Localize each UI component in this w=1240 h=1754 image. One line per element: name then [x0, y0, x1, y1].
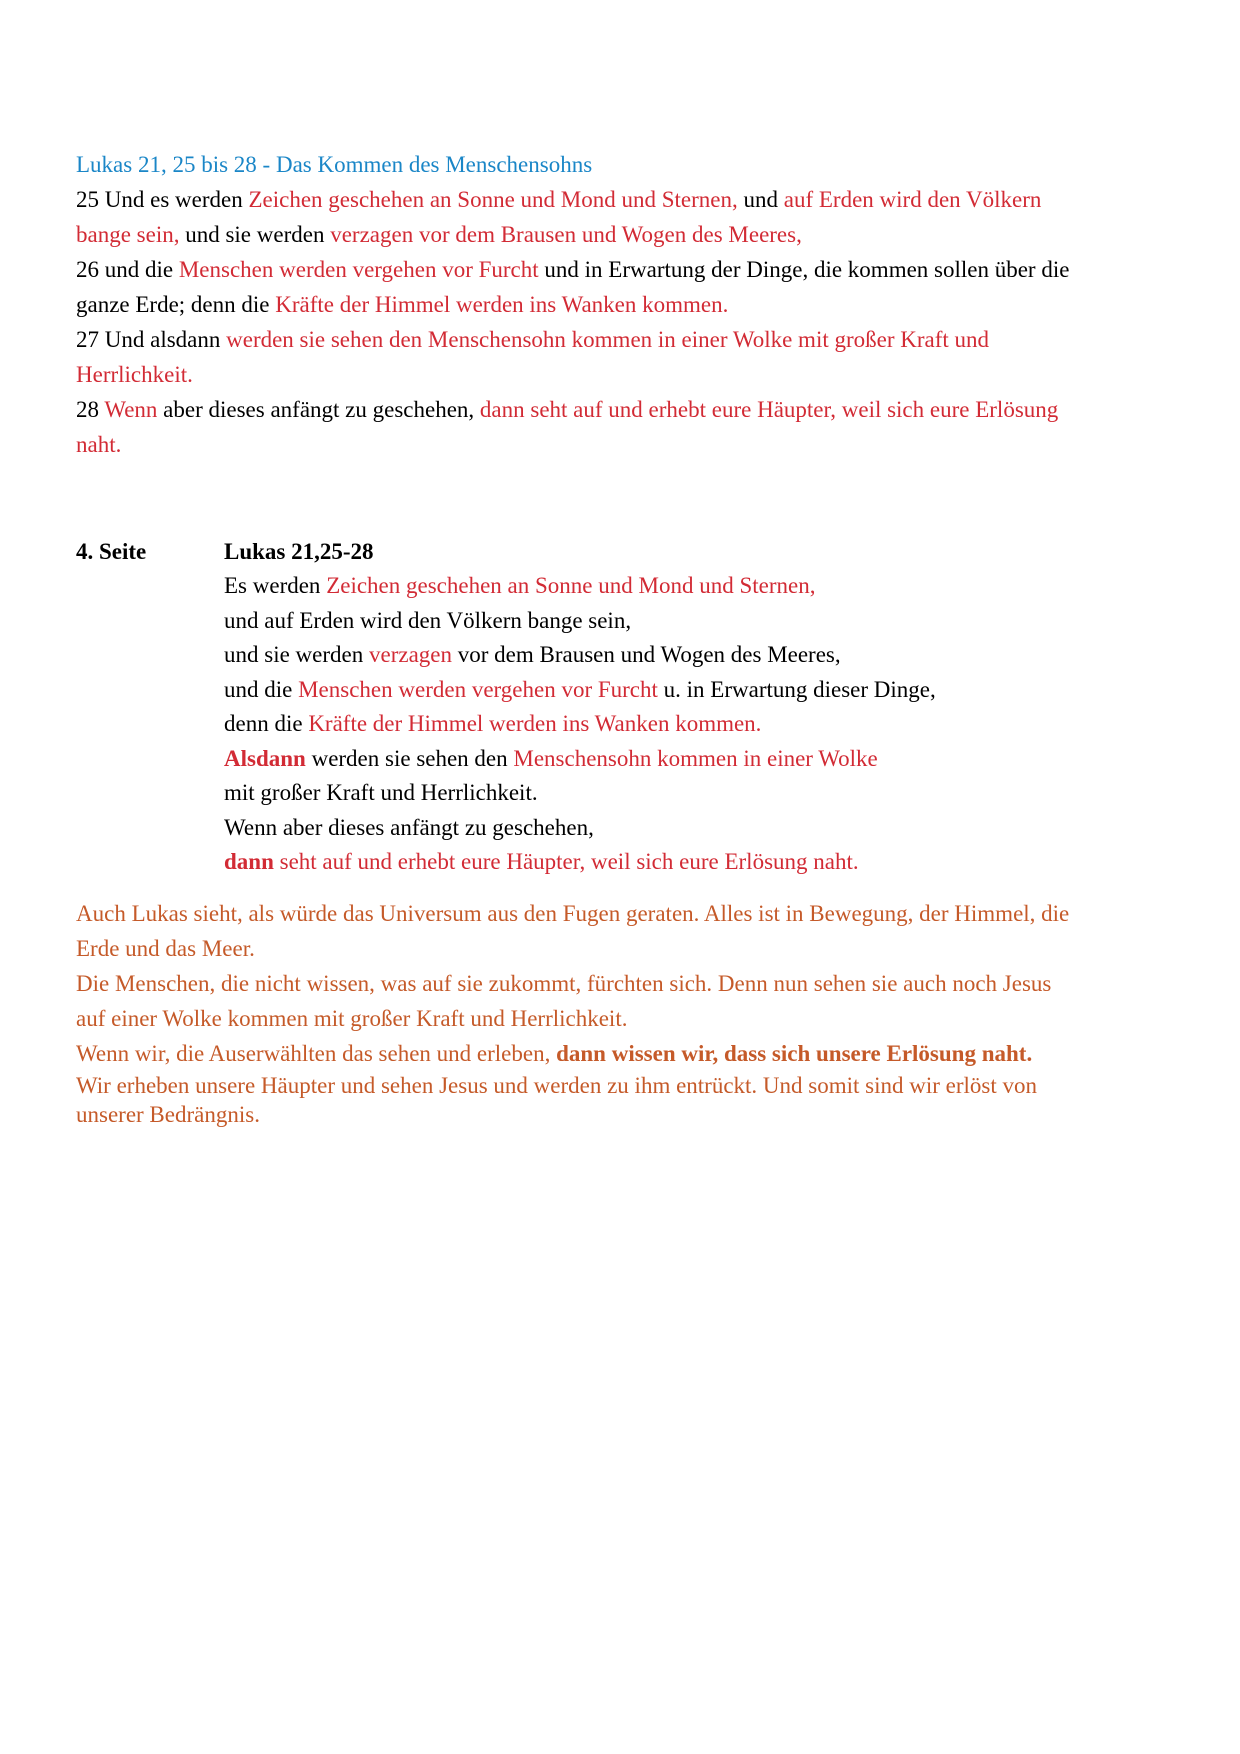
text-segment: ganze Erde; denn die — [76, 292, 276, 317]
text-line — [224, 845, 936, 880]
text-line — [224, 638, 936, 673]
text-segment: Erde und das Meer. — [76, 936, 255, 961]
text-segment: vor dem Brausen und Wogen des Meeres, — [452, 642, 841, 667]
text-line — [224, 707, 936, 742]
text-segment: seht auf und erhebt eure Häupter, weil sich eure Erlösung naht. — [273, 849, 859, 874]
text-line — [224, 742, 936, 777]
text-line — [76, 322, 1166, 357]
text-segment: Die Menschen, die nicht wissen, was auf sie zukommt, fürchten sich. Denn nun sehen sie auch noch Jesus — [76, 971, 1052, 996]
section-label: 4. Seite — [76, 539, 147, 564]
text-line — [224, 673, 936, 708]
text-segment: und die — [224, 676, 299, 702]
text-segment: werden sie sehen den Menschensohn kommen in einer Wolke mit großer Kraft und — [226, 327, 990, 352]
text-segment: bange sein, — [76, 222, 180, 247]
passage-title: Lukas 21, 25 bis 28 - Das Kommen des Menschensohns — [76, 152, 593, 177]
text-segment: Menschen werden vergehen vor Furcht — [178, 257, 539, 282]
text-line — [224, 569, 936, 604]
text-line — [224, 604, 936, 639]
text-segment: Wir erheben unsere Häupter und sehen Jesus und werden zu ihm entrückt. Und somit sind wir erlöst von — [76, 1073, 1038, 1098]
text-segment: naht. — [76, 432, 122, 457]
text-segment: dann wissen wir, dass sich unsere Erlösung naht. — [556, 1041, 1033, 1066]
text-segment: werden sie sehen den — [305, 745, 514, 771]
text-line — [76, 1100, 1166, 1129]
text-segment: dann — [224, 849, 274, 874]
text-segment: 28 — [76, 397, 105, 422]
text-segment: und — [737, 187, 784, 212]
text-line — [76, 287, 1166, 322]
text-segment: Zeichen geschehen an Sonne und Mond und Sternen, — [248, 187, 738, 212]
text-segment: Es werden — [224, 573, 327, 598]
page-content — [76, 148, 1166, 1129]
text-line — [76, 252, 1166, 287]
section-body — [224, 534, 936, 880]
text-line — [76, 966, 1166, 1001]
text-segment: Kräfte der Himmel werden ins Wanken kommen. — [308, 711, 762, 736]
text-line — [76, 217, 1166, 252]
text-line — [76, 182, 1166, 217]
text-line — [76, 1001, 1166, 1036]
commentary-block — [76, 896, 1166, 1129]
text-segment: Kräfte der Himmel werden ins Wanken kommen. — [275, 292, 729, 317]
text-segment: 25 Und es werden — [76, 187, 249, 212]
text-line — [224, 776, 936, 811]
text-segment: Wenn — [104, 397, 158, 422]
text-segment: auf Erden wird den Völkern — [783, 187, 1042, 212]
text-segment: Menschensohn kommen in einer Wolke — [513, 745, 878, 771]
text-segment: 26 und die — [76, 257, 179, 282]
text-segment: und auf Erden wird den Völkern bange sein, — [224, 607, 632, 633]
text-segment: Wenn wir, die Auserwählten das sehen und erleben, — [76, 1041, 557, 1066]
text-line — [76, 1036, 1166, 1071]
text-segment: Menschen werden vergehen vor Furcht — [298, 676, 658, 702]
text-line — [76, 931, 1166, 966]
text-line — [76, 392, 1166, 427]
text-segment: dann seht auf und erhebt eure Häupter, weil sich eure Erlösung — [479, 397, 1059, 422]
text-line — [76, 1071, 1166, 1100]
verse-block — [76, 182, 1166, 462]
page-four-section — [76, 534, 1166, 884]
text-line — [224, 811, 936, 846]
text-segment: denn die — [224, 711, 309, 736]
text-segment: und sie werden — [224, 642, 369, 667]
text-segment: und in Erwartung der Dinge, die kommen sollen über die — [538, 257, 1070, 282]
text-segment: u. in Erwartung dieser Dinge, — [657, 676, 936, 702]
text-segment: Auch Lukas sieht, als würde das Universum aus den Fugen geraten. Alles ist in Bewegung, der Himmel, die — [76, 901, 1070, 926]
section-heading: Lukas 21,25-28 — [224, 539, 374, 564]
text-segment: aber dieses anfängt zu geschehen, — [157, 397, 480, 422]
text-line — [76, 357, 1166, 392]
text-line — [76, 427, 1166, 462]
text-segment: verzagen — [369, 642, 452, 667]
text-segment: Wenn aber dieses anfängt zu geschehen, — [224, 814, 594, 840]
text-segment: verzagen vor dem Brausen und Wogen des Meeres, — [330, 222, 802, 247]
text-line — [76, 896, 1166, 931]
text-segment: Alsdann — [224, 745, 306, 771]
text-segment: Zeichen geschehen an Sonne und Mond und Sternen, — [326, 573, 816, 598]
text-segment: auf einer Wolke kommen mit großer Kraft und Herrlichkeit. — [76, 1006, 628, 1031]
text-segment: unserer Bedrängnis. — [76, 1102, 260, 1127]
text-segment: Herrlichkeit. — [76, 362, 193, 387]
text-segment: mit großer Kraft und Herrlichkeit. — [224, 780, 538, 805]
text-segment: und sie werden — [179, 222, 331, 247]
text-segment: 27 Und alsdann — [76, 327, 227, 352]
